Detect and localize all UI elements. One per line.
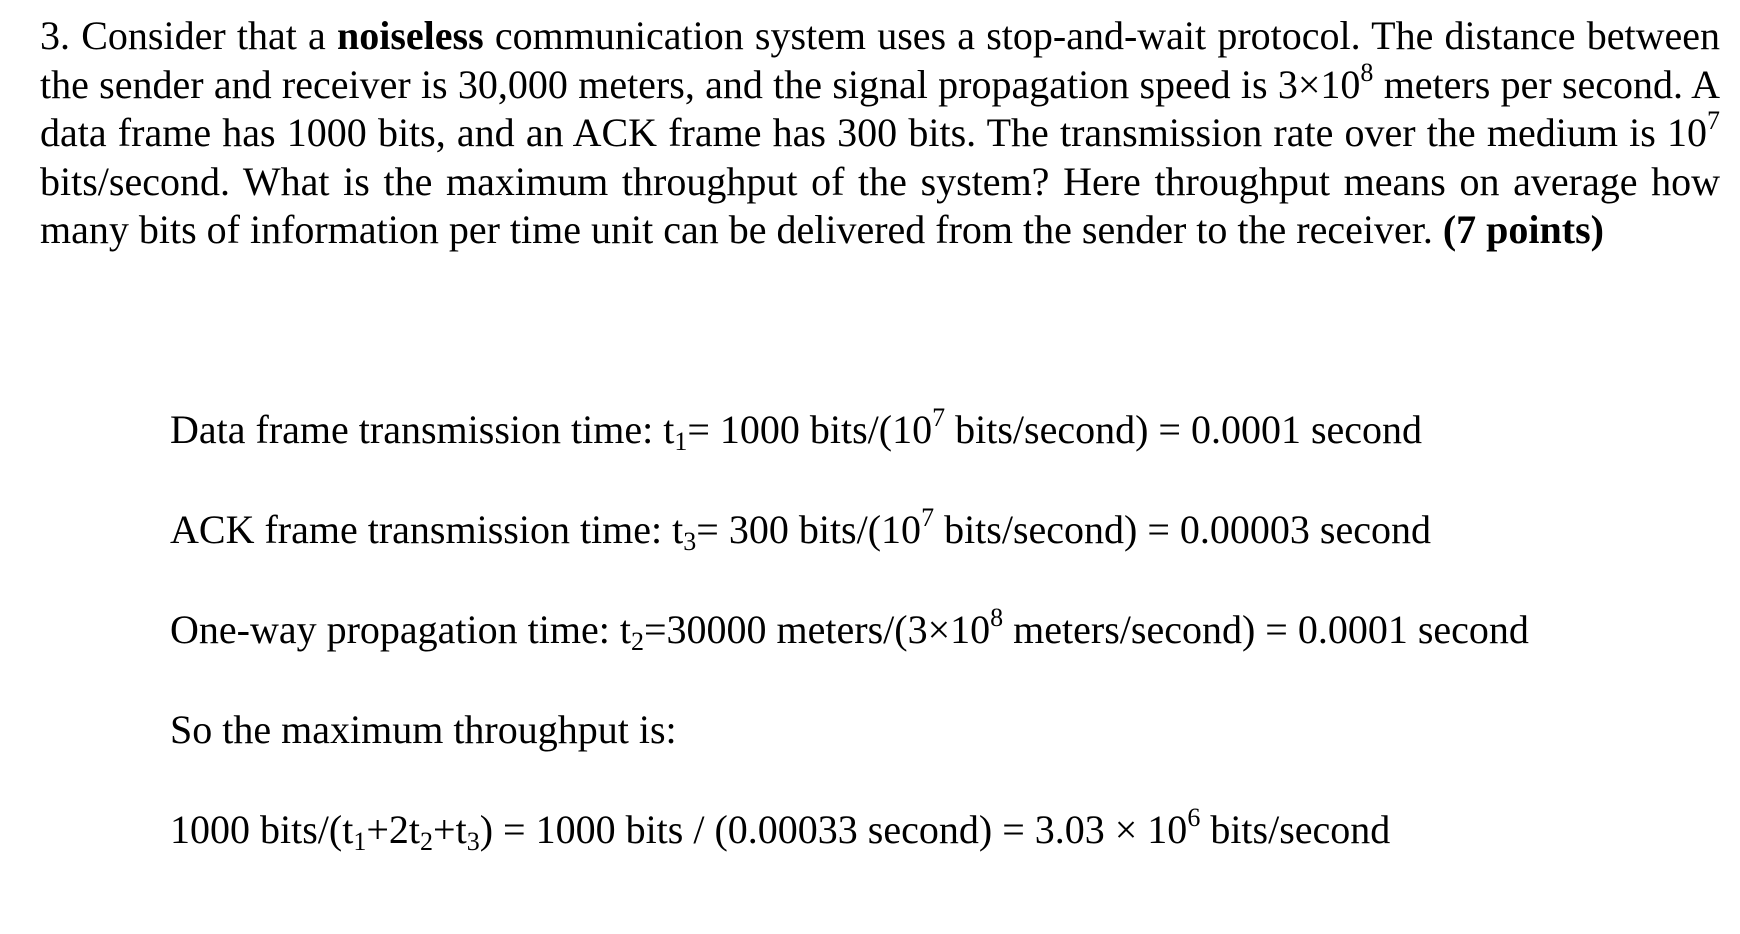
throughput-part-4: ) = 1000 bits / (0.00033 second) = 3.03 × 10 [479, 807, 1188, 852]
question-paragraph [40, 12, 1720, 255]
throughput-exponent: 6 [1187, 803, 1201, 832]
throughput-part-1: 1000 bits/(t [170, 807, 354, 852]
throughput-sub-1: 1 [353, 827, 367, 856]
ack-frame-equation: = 300 bits/(10 [696, 507, 922, 552]
question-text-b: communication system uses a stop-and-wait protocol. The distance between the sender and receiver is 30,000 meters, and the signal propagation speed is 3×10 [40, 13, 1721, 107]
question-emphasis: noiseless [336, 13, 484, 58]
question-text-a: Consider that a [81, 13, 326, 58]
propagation-equation: =30000 meters/(3×10 [643, 607, 991, 652]
throughput-part-5: bits/second [1210, 807, 1391, 852]
propagation-result: meters/second) = 0.0001 second [1013, 607, 1529, 652]
t2-subscript: 2 [630, 627, 644, 656]
data-frame-time-line [170, 403, 1423, 456]
conclusion-text: So the maximum throughput is: [170, 707, 677, 752]
ack-frame-time-line [170, 503, 1431, 556]
ack-frame-label: ACK frame transmission time: t [170, 507, 684, 552]
t3-subscript: 3 [683, 527, 697, 556]
throughput-sub-3: 3 [466, 827, 480, 856]
t1-subscript: 1 [674, 427, 688, 456]
throughput-formula-line [170, 803, 1391, 856]
data-frame-result: bits/second) = 0.0001 second [955, 407, 1423, 452]
data-frame-exponent: 7 [932, 403, 946, 432]
conclusion-line [170, 706, 677, 754]
question-number: 3. [40, 13, 70, 58]
throughput-part-3: +t [433, 807, 467, 852]
data-frame-equation: = 1000 bits/(10 [687, 407, 933, 452]
ack-frame-result: bits/second) = 0.00003 second [944, 507, 1431, 552]
throughput-sub-2: 2 [420, 827, 434, 856]
question-points: (7 points) [1442, 207, 1604, 252]
throughput-part-2: +2t [366, 807, 421, 852]
ack-frame-exponent: 7 [921, 503, 935, 532]
data-frame-label: Data frame transmission time: t [170, 407, 675, 452]
propagation-time-line [170, 603, 1529, 656]
propagation-exponent: 8 [990, 603, 1004, 632]
rate-exponent: 7 [1707, 106, 1720, 135]
speed-exponent: 8 [1360, 57, 1374, 87]
propagation-label: One-way propagation time: t [170, 607, 631, 652]
question-text-d: bits/second. What is the maximum throughput of the system? Here throughput means on average how many bits of information per time unit can be delivered from the sender to the receiver. [40, 158, 1720, 252]
question-text-c: meters per second. A data frame has 1000 bits, and an ACK frame has 300 bits. The transmission rate over the medium is 10 [40, 61, 1721, 155]
